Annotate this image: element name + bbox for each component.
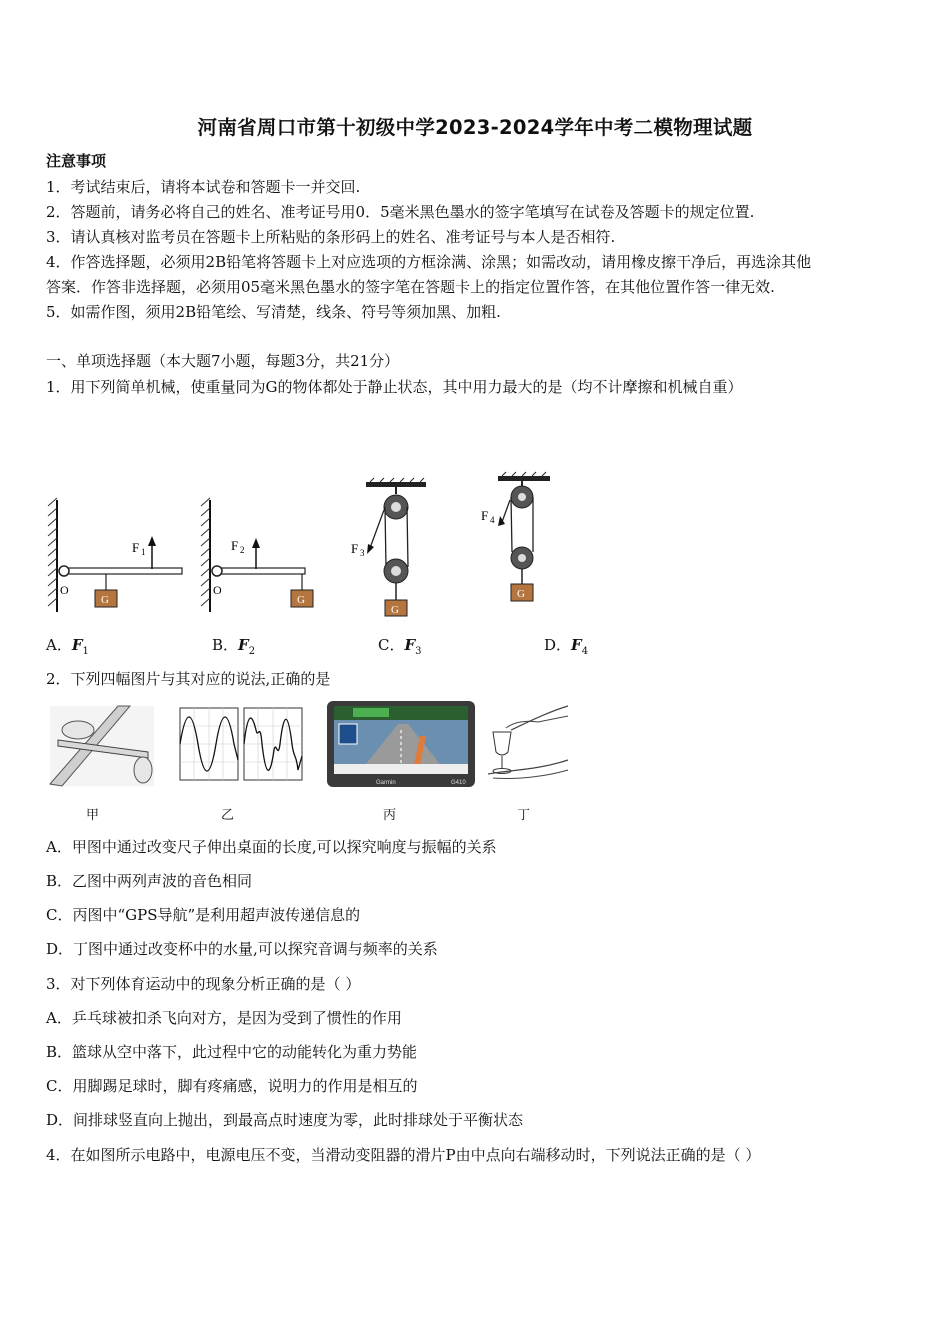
notice-item: 1．考试结束后，请将本试卷和答题卡一并交回. bbox=[46, 178, 361, 196]
force-subscript: 4 bbox=[490, 515, 495, 525]
wine-glass-image bbox=[488, 706, 568, 779]
question-4-stem: 4．在如图所示电路中，电源电压不变，当滑动变阻器的滑片P由中点向右端移动时，下列说法正确的是（ ） bbox=[46, 1146, 761, 1164]
weight-label: G bbox=[297, 594, 305, 606]
q2-option-b[interactable]: B．乙图中两列声波的音色相同 bbox=[46, 872, 253, 890]
notice-item: 5．如需作图，须用2B铅笔绘、写清楚，线条、符号等须加黑、加粗. bbox=[46, 303, 501, 321]
question-1-stem: 1．用下列简单机械，使重量同为G的物体都处于静止状态，其中用力最大的是（均不计摩擦和机械自重） bbox=[46, 378, 743, 396]
section-heading: 一、单项选择题（本大题7小题，每题3分，共21分） bbox=[46, 352, 400, 370]
q2-option-a[interactable]: A．甲图中通过改变尺子伸出桌面的长度,可以探究响度与振幅的关系 bbox=[46, 838, 497, 856]
gps-model: G410 bbox=[451, 780, 466, 786]
q1-option-a[interactable]: A．$F_1$ bbox=[46, 636, 89, 657]
pulley-diagram-d bbox=[481, 472, 550, 601]
figure-caption-jia: 甲 bbox=[86, 808, 100, 823]
q3-option-a[interactable]: A．乒乓球被扣杀飞向对方，是因为受到了惯性的作用 bbox=[46, 1009, 402, 1027]
figure-caption-yi: 乙 bbox=[221, 808, 235, 823]
lever-diagram-a bbox=[48, 498, 182, 612]
force-label: F bbox=[481, 508, 489, 523]
figure-caption-bing: 丙 bbox=[383, 808, 397, 823]
simple-machines-figure bbox=[40, 470, 570, 620]
gps-navigator-image bbox=[327, 701, 475, 787]
q2-option-d[interactable]: D．丁图中通过改变杯中的水量,可以探究音调与频率的关系 bbox=[46, 940, 438, 958]
notice-item: 2．答题前，请务必将自己的姓名、准考证号用0．5毫米黑色墨水的签字笔填写在试卷及答题卡的规定位置. bbox=[46, 203, 755, 221]
notice-heading: 注意事项 bbox=[46, 152, 107, 170]
lever-diagram-b bbox=[201, 498, 313, 612]
waveform-panel-2 bbox=[244, 708, 302, 780]
q3-option-d[interactable]: D．间排球竖直向上抛出，到最高点时速度为零，此时排球处于平衡状态 bbox=[46, 1111, 524, 1129]
page-title: 河南省周口市第十初级中学2023-2024学年中考二模物理试题 bbox=[197, 116, 753, 139]
weight-label: G bbox=[391, 604, 399, 616]
force-subscript: 3 bbox=[360, 548, 365, 558]
notice-item: 4．作答选择题，必须用2B铅笔将答题卡上对应选项的方框涂满、涂黑；如需改动，请用橡皮擦干净后，再选涂其他 bbox=[46, 253, 812, 271]
question-3-stem: 3．对下列体育运动中的现象分析正确的是（ ） bbox=[46, 975, 361, 993]
force-subscript: 1 bbox=[141, 547, 146, 557]
force-subscript: 2 bbox=[240, 545, 245, 555]
force-label: F bbox=[231, 538, 239, 553]
force-label: F bbox=[351, 541, 359, 556]
q3-option-c[interactable]: C．用脚踢足球时，脚有疼痛感，说明力的作用是相互的 bbox=[46, 1077, 418, 1095]
q1-option-d[interactable]: D．$F_4$ bbox=[544, 636, 589, 657]
notice-item: 3．请认真核对监考员在答题卡上所粘贴的条形码上的姓名、准考证号与本人是否相符. bbox=[46, 228, 616, 246]
sound-figures bbox=[48, 700, 578, 795]
waveform-panel-1 bbox=[180, 708, 238, 780]
notice-item: 答案．作答非选择题，必须用05毫米黑色墨水的签字笔在答题卡上的指定位置作答，在其他位置作答一律无效. bbox=[46, 278, 775, 296]
q2-option-c[interactable]: C．丙图中“GPS导航”是利用超声波传递信息的 bbox=[46, 906, 361, 924]
question-2-stem: 2．下列四幅图片与其对应的说法,正确的是 bbox=[46, 670, 331, 688]
gps-brand: Garmin bbox=[376, 780, 396, 786]
weight-label: G bbox=[101, 594, 109, 606]
ruler-on-table-image bbox=[50, 706, 154, 786]
weight-label: G bbox=[517, 588, 525, 600]
fulcrum-label: O bbox=[60, 583, 69, 597]
force-label: F bbox=[132, 540, 140, 555]
q3-option-b[interactable]: B．篮球从空中落下，此过程中它的动能转化为重力势能 bbox=[46, 1043, 418, 1061]
pulley-diagram-c bbox=[351, 478, 426, 616]
q1-option-b[interactable]: B．$F_2$ bbox=[212, 636, 256, 657]
q1-option-c[interactable]: C．$F_3$ bbox=[378, 636, 422, 657]
figure-caption-ding: 丁 bbox=[517, 808, 531, 823]
fulcrum-label: O bbox=[213, 583, 222, 597]
